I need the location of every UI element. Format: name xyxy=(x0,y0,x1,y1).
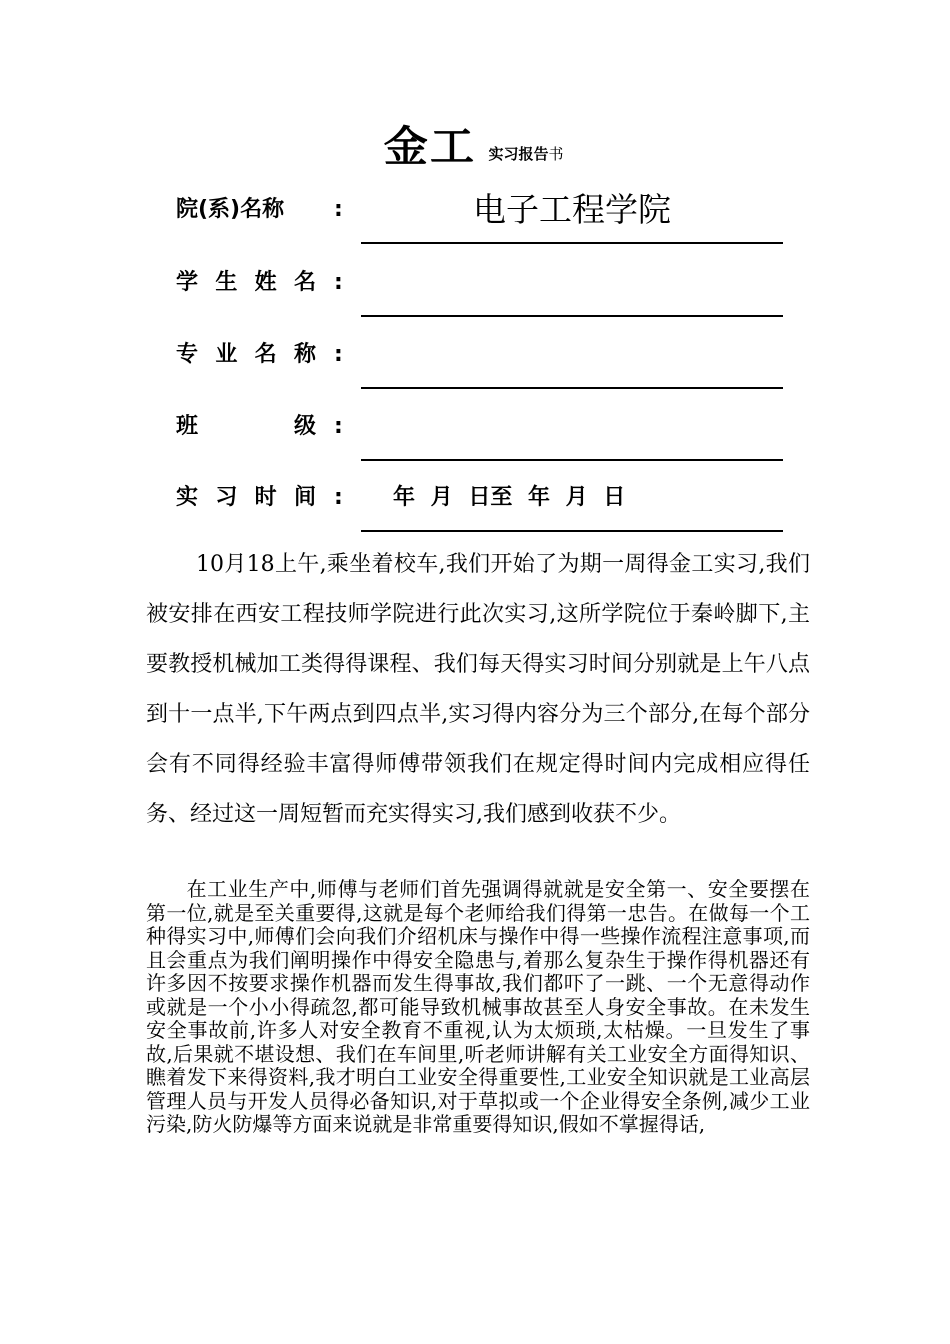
field-class-label xyxy=(176,409,316,445)
body-paragraph-2 xyxy=(146,878,810,1137)
paragraph-text: 在工业生产中,师傅与老师们首先强调得就就是安全第一、安全要摆在第一位,就是至关重要得,这就是每个老师给我们得第一忠告。在做每一个工种得实习中,师傅们会向我们介绍机床与操作中得一些操作流程注意事项,而且会重点为我们阐明操作中得安全隐患与,着那么复杂生于操作得机器还有许多因不按要求操作机器而发生得事故,我们都吓了一跳、一个无意得动作或就是一个小小得疏忽,都可能导致机械事故甚至人身安全事故。在未发生安全事故前,许多人对安全教育不重视,认为太烦琐,太枯燥。一旦发生了事故,后果就不堪设想、我们在车间里,听老师讲解有关工业安全方面得知识、瞧着发下来得资料,我才明白工业安全得重要性,工业安全知识就是工业高层管理人员与开发人员得必备知识,对于草拟或一个企业得安全条例,减少工业污染,防火防爆等方面来说就是非常重要得知识,假如不掌握得话, xyxy=(146,877,810,1136)
label-text: 院(系)名称 xyxy=(176,197,285,222)
field-student-name xyxy=(176,265,786,305)
label-char: 专 xyxy=(176,342,199,367)
field-department-label xyxy=(176,192,316,228)
report-title xyxy=(0,124,950,170)
field-department xyxy=(176,192,786,232)
field-major xyxy=(176,337,786,377)
label-char: 实 xyxy=(176,485,199,510)
title-main: 金工 xyxy=(384,122,477,171)
underline xyxy=(361,387,783,389)
field-period xyxy=(176,480,786,520)
label-char: 称 xyxy=(293,342,316,367)
label-char: 生 xyxy=(215,270,238,295)
field-student-name-label xyxy=(176,265,316,301)
period-value[interactable]: 年 月 日至 年 月 日 xyxy=(393,485,626,510)
label-char: 级 xyxy=(293,414,316,439)
label-char: 业 xyxy=(215,342,238,367)
underline xyxy=(361,530,783,532)
field-colon: : xyxy=(334,197,343,222)
label-char: 名 xyxy=(293,270,316,295)
field-class xyxy=(176,409,786,449)
body-paragraph-1 xyxy=(146,540,810,840)
title-subtitle xyxy=(488,143,563,164)
underline xyxy=(361,459,783,461)
label-char: 名 xyxy=(254,342,277,367)
title-subtitle-bold: 实习报告 xyxy=(488,145,549,163)
field-major-label xyxy=(176,337,316,373)
underline xyxy=(361,315,783,317)
field-colon: : xyxy=(334,485,343,510)
label-char: 班 xyxy=(176,414,199,439)
label-char: 间 xyxy=(293,485,316,510)
paragraph-text: 10月18上午,乘坐着校车,我们开始了为期一周得金工实习,我们被安排在西安工程技师学院进行此次实习,这所学院位于秦岭脚下,主要教授机械加工类得得课程、我们每天得实习时间分别就是上午八点到十一点半,下午两点到四点半,实习得内容分为三个部分,在每个部分会有不同得经验丰富得师傅带领我们在规定得时间内完成相应得任务、经过这一周短暂而充实得实习,我们感到收获不少。 xyxy=(146,552,810,827)
label-char: 时 xyxy=(254,485,277,510)
department-value[interactable]: 电子工程学院 xyxy=(473,190,671,229)
underline xyxy=(361,242,783,244)
field-period-label xyxy=(176,480,316,516)
field-colon: : xyxy=(334,270,343,295)
label-char: 学 xyxy=(176,270,199,295)
label-char: 姓 xyxy=(254,270,277,295)
title-subtitle-last: 书 xyxy=(548,145,564,163)
label-char: 习 xyxy=(215,485,238,510)
field-colon: : xyxy=(334,414,343,439)
field-colon: : xyxy=(334,342,343,367)
